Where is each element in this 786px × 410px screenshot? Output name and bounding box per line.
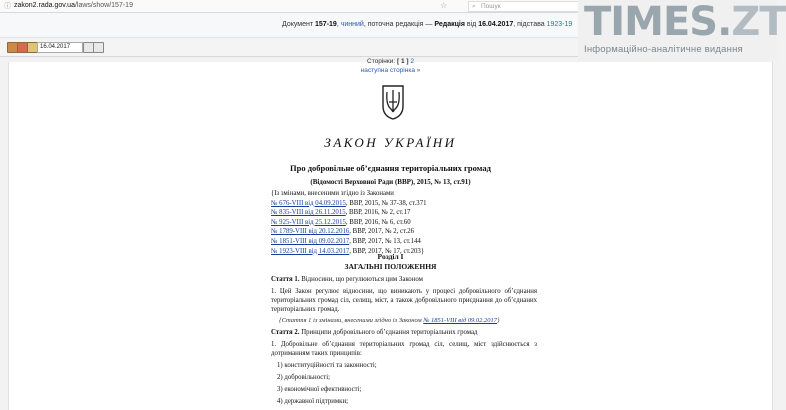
document-page — [8, 58, 773, 410]
amendments-list: {Із змінами, внесеними згідно із Законами № 676-VIII від 04.09.2015, ВВР, 2015, № 37-38, ст.371 № 835-VIII від 26.11.2015, ВВР, 2016, № 2, ст.17 № 925-VIII від 25.12.2015, ВВР, 2016, № 6, ст.60 № 1789-VIII від 20.12.2016, ВВР, 2017, № 2, ст.26 № 1851-VIII від 09.02.2017, ВВР, 2017, № 13, ст.144 № 1923-VIII від 14.03.2017, ВВР, 2017, № 17, ст.203} — [271, 190, 427, 255]
document-status-line: Документ 157-19, чинний, поточна редакція — Редакція від 16.04.2017, підстава 1923-19 — [282, 21, 573, 28]
law-source: (Відомості Верховної Ради (ВВР), 2015, № 13, ст.91) — [310, 178, 471, 186]
article-1-heading: Стаття 1. Відносини, що регулюються цим Законом — [271, 276, 423, 283]
amendment-link[interactable]: № 925-VIII від 25.12.2015 — [271, 218, 346, 226]
list-item: № 1923-VIII від 14.03.2017, ВВР, 2017, № 17, ст.203} — [271, 247, 425, 255]
list-item: № 676-VIII від 04.09.2015, ВВР, 2015, № 37-38, ст.371 — [271, 199, 427, 207]
list-item: № 1851-VIII від 09.02.2017, ВВР, 2017, № 13, ст.144 — [271, 237, 421, 245]
pagination: Сторінки: [ 1 ] 2 — [367, 58, 414, 65]
edition-date-select[interactable]: 16.04.2017 — [37, 42, 83, 53]
bookmark-star-icon[interactable]: ☆ — [440, 1, 448, 10]
times-zt-watermark: TIMES.ZT Інформаційно-аналітичне видання — [578, 0, 777, 62]
article-1-note: {Стаття 1 із змінами, внесеними згідно із Законом № 1851-VIII від 09.02.2017} — [279, 317, 500, 324]
text-file-icon[interactable] — [93, 42, 104, 53]
info-icon[interactable]: ⓘ — [4, 3, 11, 10]
article-1-paragraph: 1. Цей Закон регулює відносини, що виникають у процесі добровільного об’єднання територіальних громад сіл, селищ, міст, а також добровільного приєднання до об’єднаних територіальних громад. — [271, 288, 537, 313]
amendment-link[interactable]: № 676-VIII від 04.09.2015 — [271, 199, 346, 207]
law-name: Про добровільне об’єднання територіальних громад — [290, 163, 491, 173]
url-text[interactable]: zakon2.rada.gov.ua/laws/show/157-19 — [14, 2, 133, 9]
coat-of-arms-icon — [381, 84, 405, 120]
next-page-link[interactable]: наступна сторінка » — [360, 67, 421, 74]
article-2-heading: Стаття 2. Принципи добровільного об’єднання територіальних громад — [271, 329, 478, 336]
article-2-paragraph: 1. Добровільне об’єднання територіальних громад сіл, селищ, міст здійснюється з дотриманням таких принципів: — [271, 341, 537, 357]
amendment-link[interactable]: № 835-VIII від 26.11.2015 — [271, 209, 346, 217]
list-item: 2) добровільності; — [277, 374, 331, 381]
browser-search-input[interactable]: ⌕ Пошук — [468, 1, 592, 12]
document-number: 157-19 — [315, 21, 337, 28]
list-item: 3) економічної ефективності; — [277, 386, 362, 393]
document-status[interactable]: чинний — [340, 21, 364, 28]
list-item: 1) конституційності та законності; — [277, 362, 377, 369]
edition-date: 16.04.2017 — [478, 21, 514, 28]
current-page: [ 1 ] — [396, 58, 409, 65]
law-heading: ЗАКОН УКРАЇНИ — [324, 135, 457, 150]
search-icon: ⌕ — [472, 3, 476, 10]
list-item: № 1789-VIII від 20.12.2016, ВВР, 2017, № 2, ст.26 — [271, 228, 415, 236]
list-item: 4) державної підтримки; — [277, 398, 348, 405]
amendment-link[interactable]: № 1923-VIII від 14.03.2017 — [271, 247, 350, 255]
section-title: ЗАГАЛЬНІ ПОЛОЖЕННЯ — [344, 262, 437, 271]
list-item: № 925-VIII від 25.12.2015, ВВР, 2016, № 6, ст.60 — [271, 218, 411, 226]
list-item: № 835-VIII від 26.11.2015, ВВР, 2016, № 2, ст.17 — [271, 209, 411, 217]
amendment-link[interactable]: № 1851-VIII від 09.02.2017 — [423, 317, 498, 324]
page-2-link[interactable]: 2 — [410, 58, 414, 65]
amendment-link[interactable]: № 1851-VIII від 09.02.2017 — [271, 237, 350, 245]
basis-link[interactable]: 1923-19 — [546, 21, 573, 28]
section-number: Розділ I — [377, 252, 404, 261]
amendment-link[interactable]: № 1789-VIII від 20.12.2016 — [271, 228, 350, 236]
